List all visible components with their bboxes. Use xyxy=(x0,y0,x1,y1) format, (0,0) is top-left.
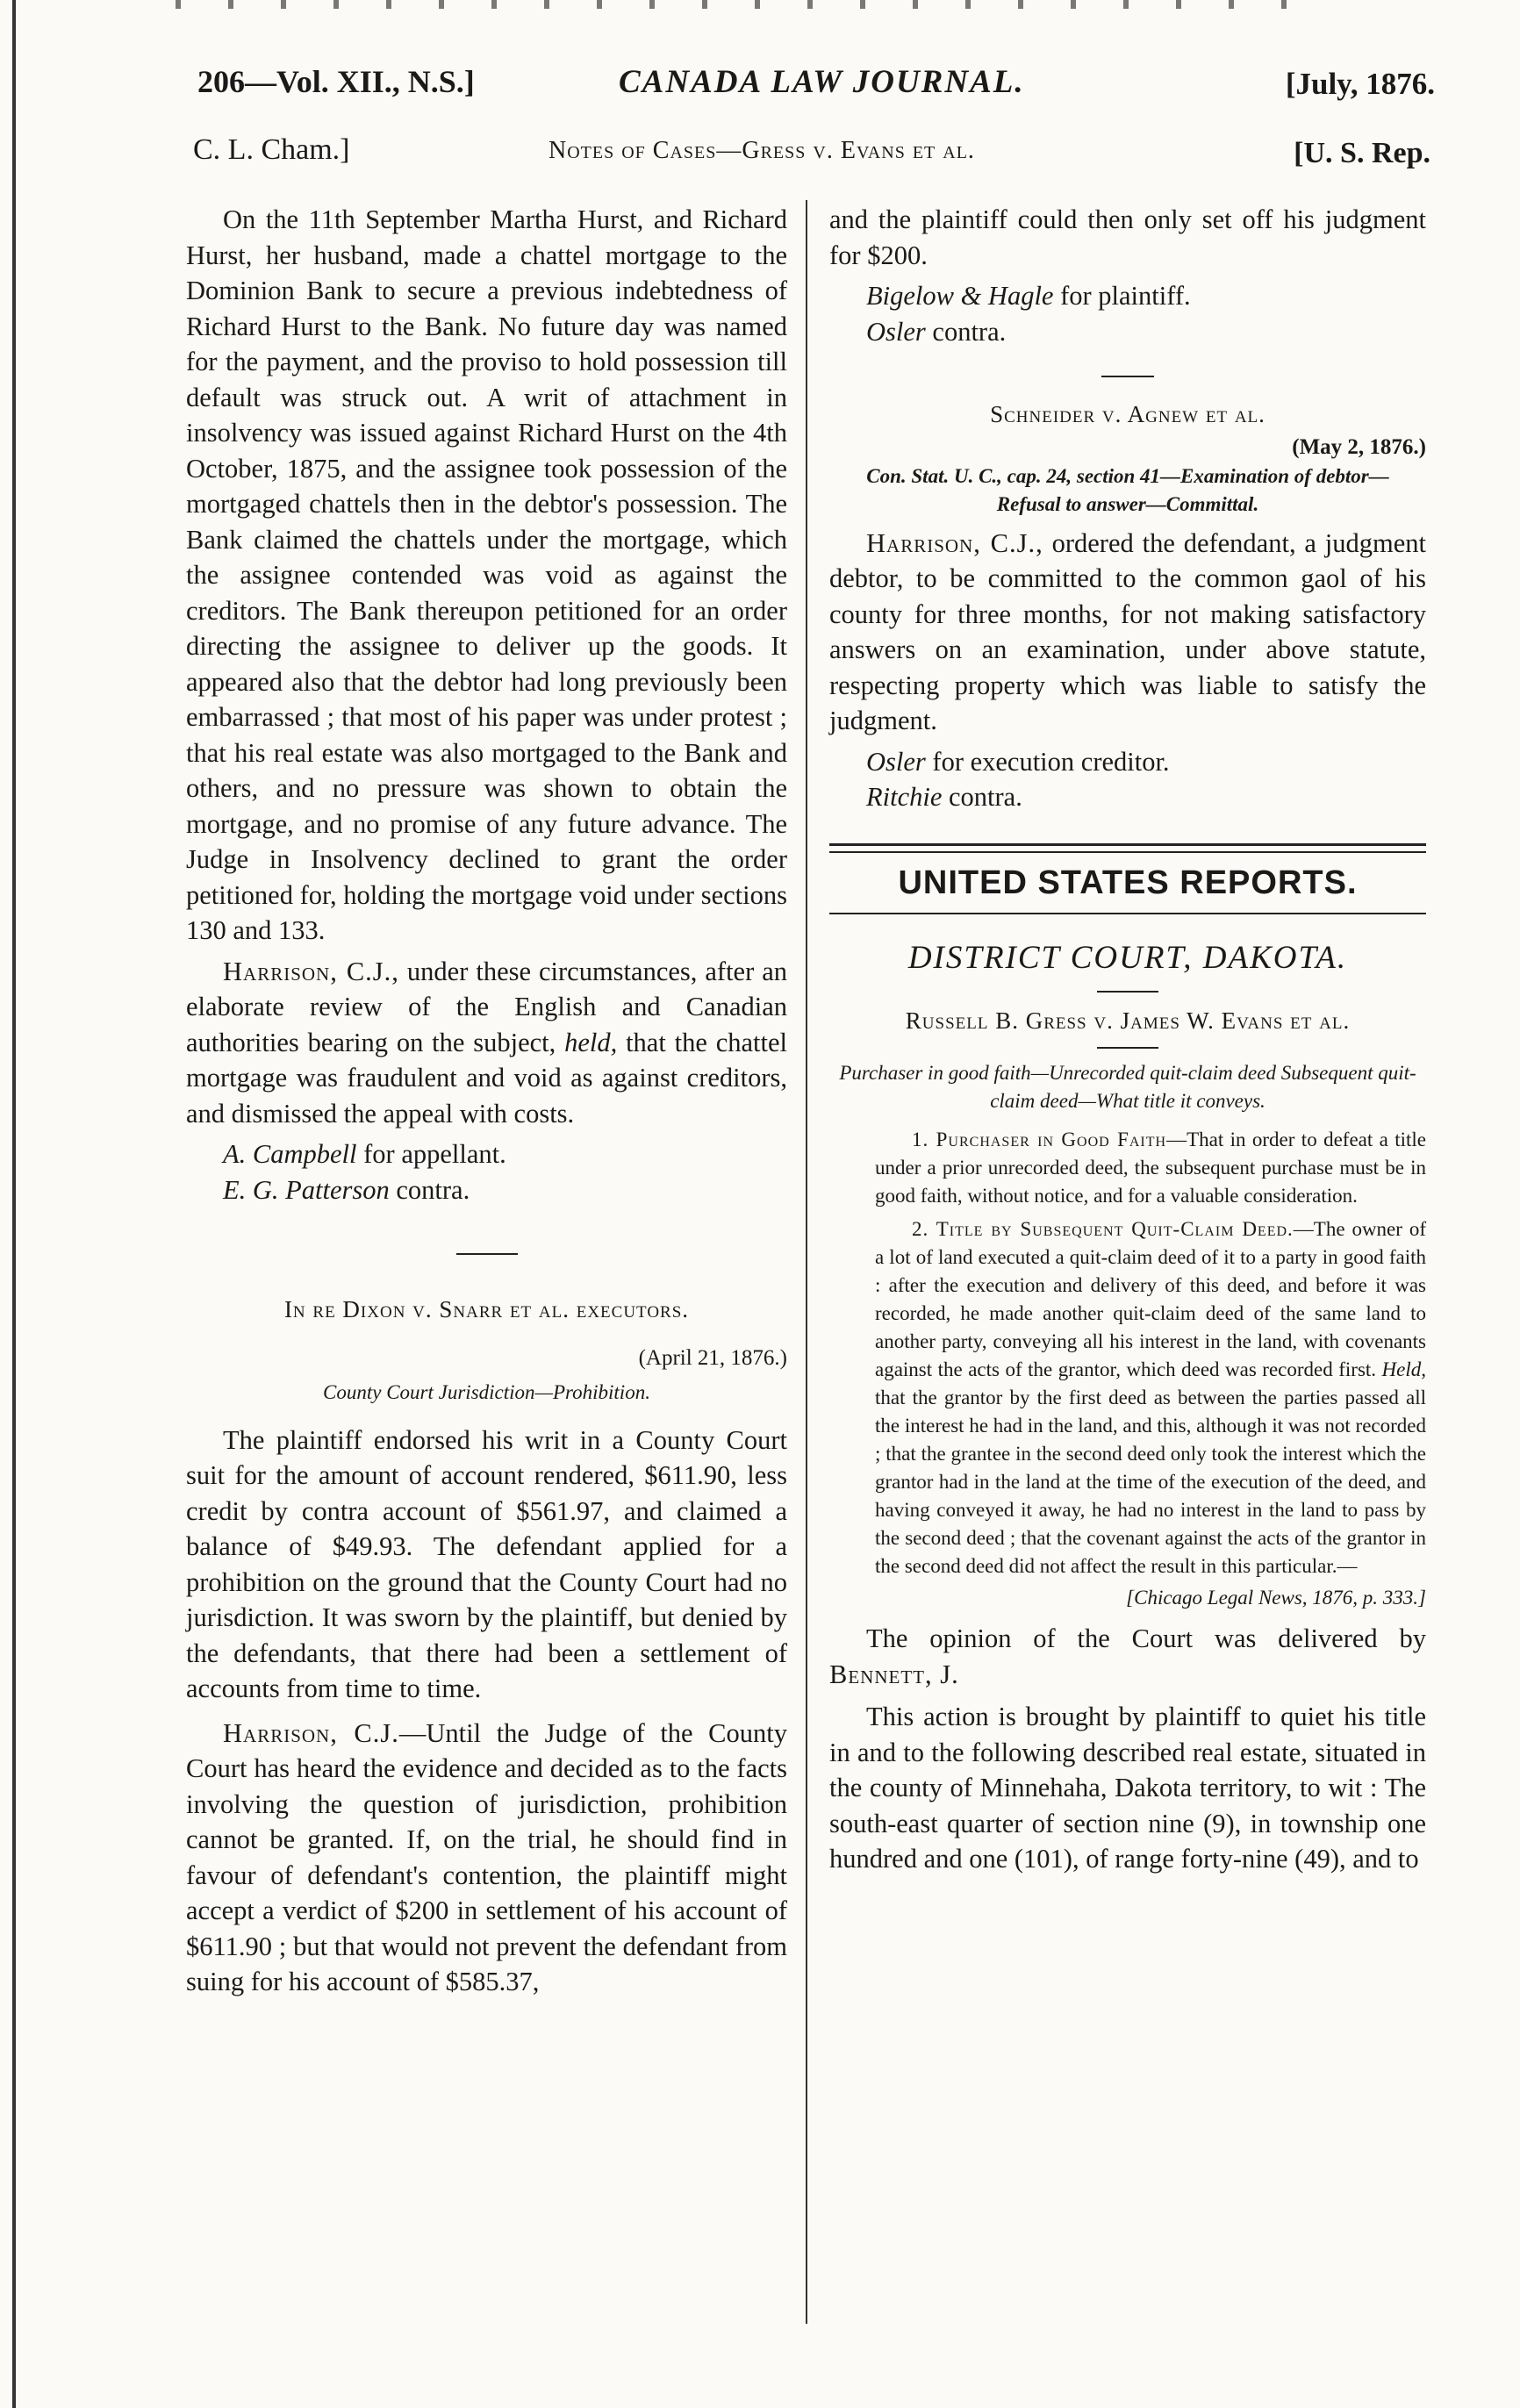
left-column xyxy=(186,202,787,2000)
case-title: Russell B. Gress v. James W. Evans et al. xyxy=(905,1007,1351,1034)
headnote: 2. Title by Subsequent Quit-Claim Deed.—The owner of a lot of land executed a quit-claim deed of it to a party in good faith : after the execution and delivery of this deed, and before it was recorded, he made another quit-claim deed of the same land to another party, conveying all his interest in the land, with covenants against the acts of the grantor, which deed was recorded first. Held, that the grantor by the first deed as between the parties passed all the interest he had in the land, and this, although it was not recorded ; that the grantee in the second deed only took the interest which the grantor had in the land at the time of the execution of the deed, and having conveyed it away, he had no interest in the land to pass by the second deed ; that the covenant against the acts of the grantor in the second deed did not affect the result in this particular.— xyxy=(875,1218,1426,1577)
counsel-line: Osler contra. xyxy=(866,316,1007,347)
paragraph: The plaintiff endorsed his writ in a County Court suit for the amount of account rendered, $611.90, less credit by contra account of $561.97, and claimed a balance of $49.93. The defendant applied for a prohibition on the ground that the County Court had no jurisdiction. It was sworn by the plaintiff, but denied by the defendants, that there had been a settlement of accounts from time to time. xyxy=(186,1424,787,1703)
counsel-line: A. Campbell for appellant. xyxy=(223,1139,506,1169)
case-title: Schneider v. Agnew et al. xyxy=(990,401,1265,427)
headnote: 1. Purchaser in Good Faith—That in order to defeat a title under a prior unrecorded deed, the subsequent purchase must be in good faith, without notice, and for a valuable consideration. xyxy=(875,1129,1426,1207)
paragraph: On the 11th September Martha Hurst, and Richard Hurst, her husband, made a chattel mortgage to the Dominion Bank to secure a previous indebtedness of Richard Hurst to the Bank. No future day was named for the payment, and the proviso to hold possession till default was struck out. A writ of attachment in insolvency was issued against Richard Hurst on the 4th October, 1875, and the assignee took possession of the mortgaged chattels then in the debtor's possession. The Bank claimed the chattels under the mortgage, which the assignee contended was void as against the creditors. The Bank thereupon petitioned for an order directing the assignee to deliver up the goods. It appeared also that the debtor had long previously been embarrassed ; that most of his paper was under protest ; that his real estate was also mortgaged to the Bank and others, and no pressure was shown to obtain the mortgage, and no promise of any future advance. The Judge in Insolvency declined to grant the order petitioned for, holding the mortgage void under sections 130 and 133. xyxy=(186,204,787,945)
binding-edge xyxy=(12,0,16,2408)
column-divider xyxy=(806,200,807,2324)
section-header xyxy=(193,128,1430,172)
paragraph: This action is brought by plaintiff to quiet his title in and to the following described real estate, situated in the county of Minnehaha, Dakota territory, to wit : The south-east quarter of section nine (9), in township one hundred and one (101), of range forty-nine (49), and to xyxy=(829,1702,1426,1874)
report-label: [U. S. Rep. xyxy=(1294,137,1430,169)
source-citation: [Chicago Legal News, 1876, p. 333.] xyxy=(1126,1587,1426,1609)
volume-label: 206—Vol. XII., N.S.] xyxy=(197,64,475,99)
case-subject: Con. Stat. U. C., cap. 24, section 41—Examination of debtor—Refusal to answer—Committal. xyxy=(866,464,1389,515)
section-title: UNITED STATES REPORTS. xyxy=(898,864,1358,901)
journal-title: CANADA LAW JOURNAL. xyxy=(619,64,1025,100)
right-column xyxy=(829,202,1426,1877)
top-edge-marks xyxy=(176,0,1316,9)
court-title: DISTRICT COURT, DAKOTA. xyxy=(907,940,1348,976)
notes-title: Notes of Cases—Gress v. Evans et al. xyxy=(548,137,975,164)
case-subject: County Court Jurisdiction—Prohibition. xyxy=(323,1380,650,1403)
counsel-line: E. G. Patterson contra. xyxy=(223,1174,470,1205)
counsel-line: Osler for execution creditor. xyxy=(866,746,1170,777)
case-date: (May 2, 1876.) xyxy=(1292,434,1426,459)
section-rule xyxy=(829,843,1426,853)
paragraph: Harrison, C.J., under these circumstances, after an elaborate review of the English and Canadian authorities bearing on the subject, held, that the chattel mortgage was fraudulent and void as against creditors, and dismissed the appeal with costs. xyxy=(186,956,788,1129)
court-label: C. L. Cham.] xyxy=(193,133,350,166)
counsel-line: Bigelow & Hagle for plaintiff. xyxy=(866,281,1191,311)
counsel-line: Ritchie contra. xyxy=(866,782,1022,812)
paragraph: Harrison, C.J.—Until the Judge of the County Court has heard the evidence and decided as to the facts involving the question of jurisdiction, prohibition cannot be granted. If, on the trial, he should find in favour of defendant's contention, the plaintiff might accept a verdict of $200 in settlement of his account of $611.90 ; but that would not prevent the defendant from suing for his account of $585.37, xyxy=(186,1717,788,1996)
running-header xyxy=(197,63,1435,107)
paragraph: The opinion of the Court was delivered by Bennett, J. xyxy=(829,1623,1426,1689)
issue-date: [July, 1876. xyxy=(1285,67,1435,101)
case-subject: Purchaser in good faith—Unrecorded quit-claim deed Subsequent quit-claim deed—What title it conveys. xyxy=(839,1062,1416,1112)
paragraph: and the plaintiff could then only set off his judgment for $200. xyxy=(829,204,1426,270)
case-date: (April 21, 1876.) xyxy=(638,1345,787,1370)
case-title: In re Dixon v. Snarr et al. executors. xyxy=(283,1296,690,1322)
paragraph: Harrison, C.J., ordered the defendant, a judgment debtor, to be committed to the common gaol of his county for three months, for not making satisfactory answers on an examination, under above statute, respecting property which was liable to satisfy the judgment. xyxy=(829,527,1426,735)
